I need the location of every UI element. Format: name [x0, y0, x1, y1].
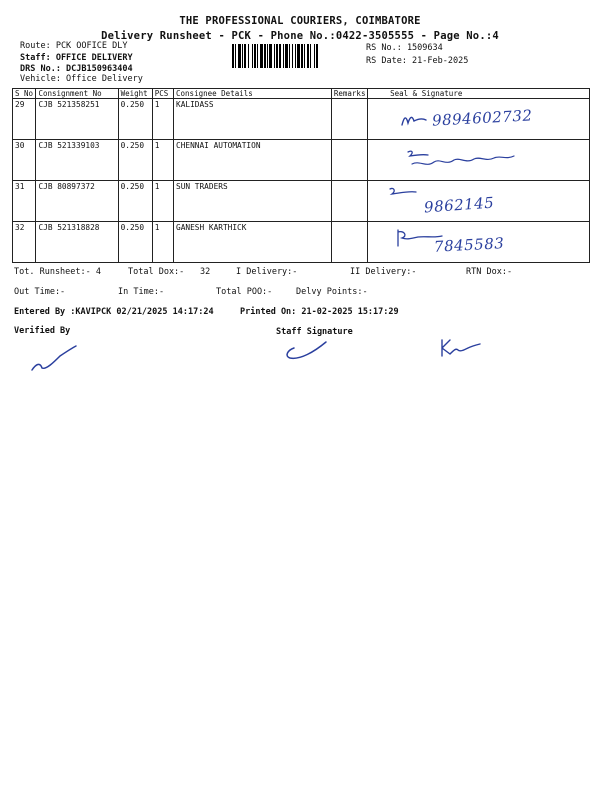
sig-number-1: 9894602732	[431, 106, 533, 130]
cell-remarks	[331, 181, 367, 222]
company-title: THE PROFESSIONAL COURIERS, COIMBATORE	[179, 15, 421, 27]
cell-consignment: CJB 521358251	[36, 99, 118, 140]
cell-sno: 29	[13, 99, 36, 140]
cell-consignee: GANESH KARTHICK	[174, 222, 332, 263]
handwritten-signature	[368, 140, 576, 180]
out-time: Out Time:-	[14, 287, 66, 297]
table-row	[13, 140, 590, 181]
staff-label: Staff: OFFICE DELIVERY	[20, 53, 133, 63]
route-label: Route: PCK OOFICE DLY	[20, 41, 128, 51]
staff-signature-label: Staff Signature	[276, 327, 353, 337]
cell-pcs: 1	[152, 181, 173, 222]
cell-sno: 32	[13, 222, 36, 263]
i-delivery: I Delivery:-	[236, 267, 298, 277]
verified-by-label: Verified By	[14, 326, 71, 336]
total-dox-label: Total Dox:-	[128, 267, 185, 277]
ii-delivery: II Delivery:-	[350, 267, 417, 277]
runsheet-title: Delivery Runsheet - PCK - Phone No.:0422-3505555 - Page No.:4	[101, 30, 499, 42]
initials-signature	[436, 336, 486, 360]
cell-remarks	[331, 140, 367, 181]
cell-sno: 31	[13, 181, 36, 222]
entered-by: Entered By :KAVIPCK 02/21/2025 14:17:24	[14, 307, 214, 317]
rtn-dox: RTN Dox:-	[466, 267, 513, 277]
tot-runsheet: Tot. Runsheet:- 4	[14, 267, 101, 277]
cell-consignment: CJB 521318828	[36, 222, 118, 263]
cell-consignee: CHENNAI AUTOMATION	[174, 140, 332, 181]
col-header-pcs: PCS	[152, 89, 173, 99]
table-header-row	[13, 89, 590, 99]
col-header-sno: S No	[13, 89, 36, 99]
cell-pcs: 1	[152, 222, 173, 263]
cell-consignee: KALIDASS	[174, 99, 332, 140]
col-header-consignee: Consignee Details	[174, 89, 332, 99]
cell-remarks	[331, 99, 367, 140]
cell-weight: 0.250	[118, 181, 152, 222]
cell-weight: 0.250	[118, 222, 152, 263]
sig-number-4: 7845583	[433, 234, 505, 256]
verified-by-signature	[26, 340, 86, 380]
col-header-signature: Seal & Signature	[368, 89, 590, 99]
cell-weight: 0.250	[118, 99, 152, 140]
cell-weight: 0.250	[118, 140, 152, 181]
printed-on: Printed On: 21-02-2025 15:17:29	[240, 307, 399, 317]
cell-sno: 30	[13, 140, 36, 181]
col-header-remarks: Remarks	[331, 89, 367, 99]
cell-pcs: 1	[152, 99, 173, 140]
cell-pcs: 1	[152, 140, 173, 181]
vehicle-label: Vehicle: Office Delivery	[20, 74, 143, 84]
total-poo: Total POO:-	[216, 287, 273, 297]
cell-signature	[368, 140, 590, 181]
rs-date: RS Date: 21-Feb-2025	[366, 56, 469, 66]
cell-consignee: SUN TRADERS	[174, 181, 332, 222]
sig-number-3: 9862145	[423, 193, 495, 217]
staff-signature	[280, 336, 340, 366]
cell-remarks	[331, 222, 367, 263]
drs-number: DRS No.: DCJB150963404	[20, 64, 133, 74]
col-header-weight: Weight	[118, 89, 152, 99]
table-row	[13, 181, 590, 222]
cell-consignment: CJB 80897372	[36, 181, 118, 222]
barcode-image	[232, 44, 360, 68]
total-dox-value: 32	[200, 267, 211, 277]
rs-number: RS No.: 1509634	[366, 43, 443, 53]
delvy-points: Delvy Points:-	[296, 287, 368, 297]
in-time: In Time:-	[118, 287, 165, 297]
col-header-consignment: Consignment No	[36, 89, 118, 99]
cell-consignment: CJB 521339103	[36, 140, 118, 181]
